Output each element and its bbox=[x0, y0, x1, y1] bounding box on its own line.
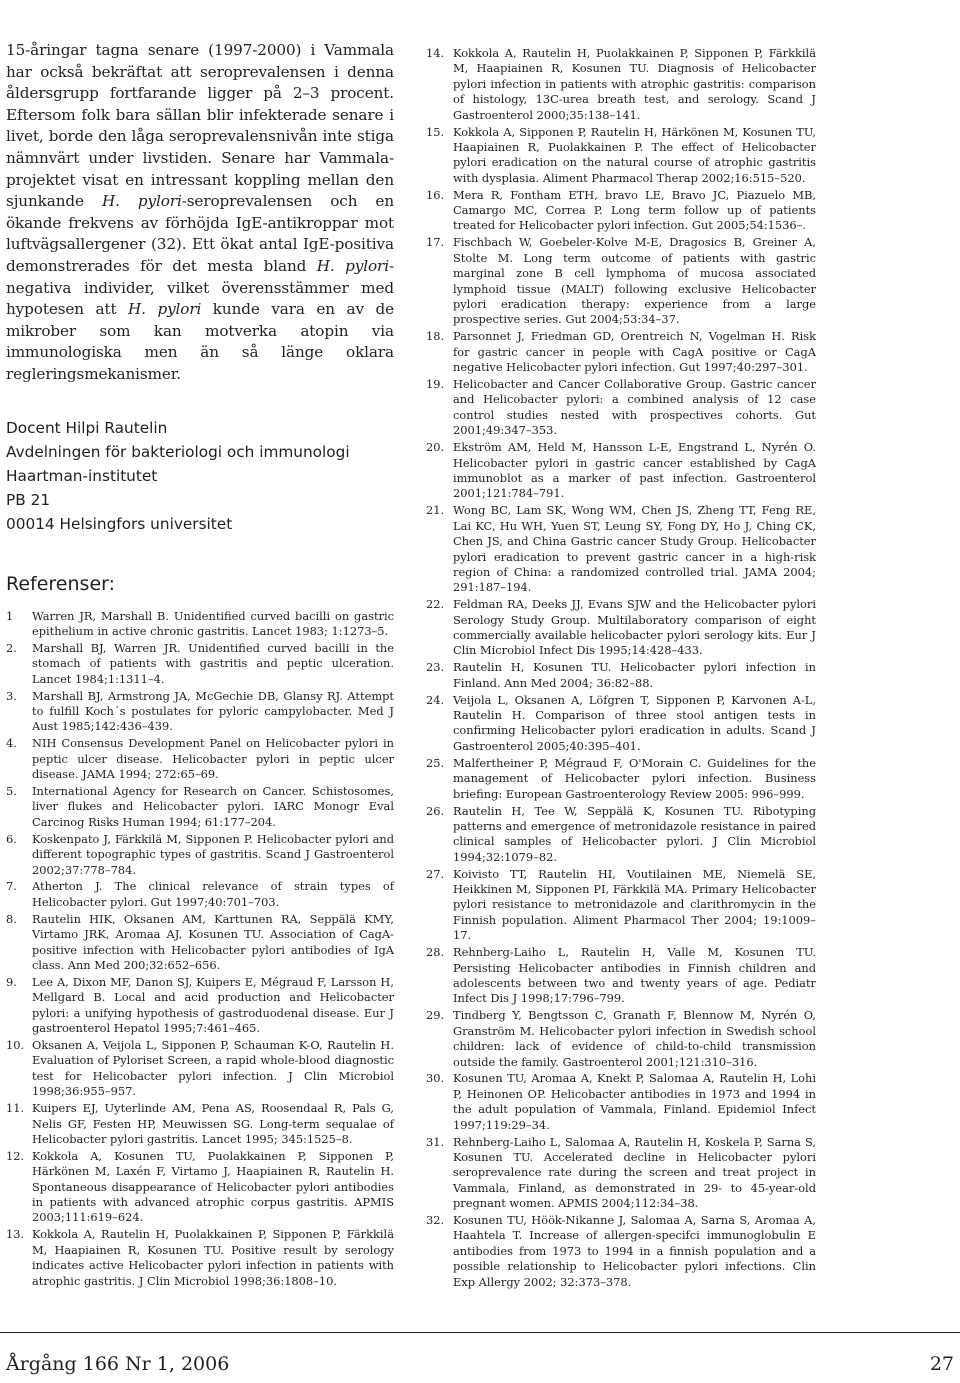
reference-number: 24. bbox=[426, 692, 445, 707]
reference-number: 30. bbox=[426, 1071, 445, 1086]
reference-number: 3. bbox=[6, 688, 17, 703]
reference-item bbox=[6, 641, 394, 687]
reference-text: Kokkola A, Rautelin H, Puolakkainen P, Sipponen P, Färkkilä M, Haapiainen R, Kosunen TU. Diagnosis of Helicobacter pylori infection in patients with atrophic gastritis: comparison of histology, 13C-urea breath test, and serology. Scand J Gastroenterol 2000;35:138–141. bbox=[453, 46, 816, 122]
reference-text: Kosunen TU, Höök-Nikanne J, Salomaa A, Sarna S, Aromaa A, Haahtela T. Increase of allergen-specifci immunoglobulin E antibodies from 1973 to 1994 in a finnish population and a possible relationship to Helicobacter pylori infections. Clin Exp Allergy 2002; 32:373–378. bbox=[453, 1213, 816, 1289]
reference-item bbox=[426, 804, 816, 866]
reference-number: 12. bbox=[6, 1148, 25, 1163]
reference-text: Veijola L, Oksanen A, Löfgren T, Sipponen P, Karvonen A-L, Rautelin H. Comparison of three stool antigen tests in confirming Helicobacter pylori eradication in adults. Scand J Gastroenterol 2005;40:395–401. bbox=[453, 692, 816, 753]
body-text-segment: kunde vara en av de mikrober som kan motverka atopin via immunologiska men än så länge oklara regleringsmekanismer. bbox=[6, 300, 394, 383]
reference-item bbox=[426, 235, 816, 327]
references-list-right bbox=[426, 46, 816, 1290]
reference-item bbox=[426, 597, 816, 659]
reference-item bbox=[6, 832, 394, 878]
body-paragraph bbox=[6, 40, 394, 386]
reference-item bbox=[426, 945, 816, 1007]
reference-text: Kokkola A, Rautelin H, Puolakkainen P, Sipponen P, Färkkilä M, Haapiainen R, Kosunen TU. Positive result by serology indicates active Helicobacter pylori infection in patients with atrophic gastritis. J Clin Microbiol 1998;36:1808–10. bbox=[32, 1227, 394, 1288]
reference-number: 8. bbox=[6, 911, 17, 926]
reference-number: 13. bbox=[6, 1227, 25, 1242]
species-name: H. pylori bbox=[101, 192, 182, 211]
reference-item bbox=[6, 879, 394, 910]
reference-item bbox=[426, 693, 816, 755]
right-column bbox=[426, 46, 816, 1292]
reference-item bbox=[426, 1135, 816, 1212]
reference-number: 9. bbox=[6, 974, 17, 989]
reference-text: Marshall BJ, Armstrong JA, McGechie DB, Glansy RJ. Attempt to fulfill Koch´s postulates for pyloric campylobacter. Med J Aust 1985;142:436–439. bbox=[32, 688, 394, 734]
reference-number: 25. bbox=[426, 755, 445, 770]
references-list-left bbox=[6, 609, 394, 1289]
reference-number: 22. bbox=[426, 597, 445, 612]
body-text-segment: -negativa individer, vilket överensstämmer med hypotesen att bbox=[6, 256, 394, 319]
reference-item bbox=[6, 1101, 394, 1147]
reference-number: 16. bbox=[426, 187, 445, 202]
reference-text: Kokkola A, Sipponen P, Rautelin H, Härkönen M, Kosunen TU, Haapiainen R, Puolakkainen P. The effect of Helicobacter pylori eradication on the natural course of atrophic gastritis with dysplasia. Aliment Pharmacol Therap 2002;16:515–520. bbox=[453, 124, 816, 185]
reference-text: Oksanen A, Veijola L, Sipponen P, Schauman K-O, Rautelin H. Evaluation of Pyloriset Screen, a rapid whole-blood diagnostic test for Helicobacter pylori infection. J Clin Microbiol 1998;36:955–957. bbox=[32, 1037, 394, 1099]
reference-item bbox=[426, 125, 816, 187]
reference-item bbox=[426, 440, 816, 502]
reference-text: Lee A, Dixon MF, Danon SJ, Kuipers E, Mégraud F, Larsson H, Mellgard B. Local and acid production and Helicobacter pylori: a unifying hypothesis of gastroduodenal disease. Eur J gastroenterol Hepatol 1995;7:461–465. bbox=[32, 974, 394, 1036]
reference-item bbox=[426, 867, 816, 944]
reference-number: 10. bbox=[6, 1037, 25, 1052]
reference-number: 20. bbox=[426, 440, 445, 455]
reference-text: Mera R, Fontham ETH, bravo LE, Bravo JC, Piazuelo MB, Camargo MC, Correa P. Long term follow up of patients treated for Helicobacter pylori infection. Gut 2005;54:1536–. bbox=[453, 187, 816, 233]
footer-rule bbox=[0, 1332, 960, 1333]
reference-item bbox=[426, 329, 816, 375]
reference-number: 17. bbox=[426, 235, 445, 250]
left-column bbox=[6, 40, 394, 1290]
reference-text: Kokkola A, Kosunen TU, Puolakkainen P, Sipponen P, Härkönen M, Laxén F, Virtamo J, Haapiainen R, Rautelin H. Spontaneous disappearance of Helicobacter pylori antibodies in patients with advanced atrophic corpus gastritis. APMIS 2003;111:619–624. bbox=[32, 1148, 394, 1225]
species-name: H. pylori bbox=[316, 256, 389, 275]
reference-item bbox=[6, 1227, 394, 1289]
reference-item bbox=[426, 660, 816, 691]
reference-item bbox=[6, 912, 394, 974]
reference-item bbox=[6, 736, 394, 782]
reference-text: Marshall BJ, Warren JR. Unidentified curved bacilli in the stomach of patients with gastritis and peptic ulceration. Lancet 1984;1:1311–4. bbox=[32, 640, 394, 686]
reference-number: 5. bbox=[6, 783, 17, 798]
reference-item bbox=[6, 1038, 394, 1100]
reference-item bbox=[426, 1213, 816, 1290]
reference-text: Koskenpato J, Färkkilä M, Sipponen P. Helicobacter pylori and different topographic types of gastritis. Scand J Gastroenterol 2002;37:778–784. bbox=[32, 831, 394, 877]
reference-text: Koivisto TT, Rautelin HI, Voutilainen ME, Niemelä SE, Heikkinen M, Sipponen PI, Färkkilä MA. Primary Helicobacter pylori resistance to metronidazole and clarithromycin in the Finnish population. Aliment Pharmacol Ther 2004; 19:1009–17. bbox=[453, 866, 816, 943]
reference-text: Warren JR, Marshall B. Unidentified curved bacilli on gastric epithelium in active chronic gastritis. Lancet 1983; 1:1273–5. bbox=[32, 608, 394, 638]
reference-number: 31. bbox=[426, 1134, 445, 1149]
reference-item bbox=[6, 975, 394, 1037]
reference-text: Rehnberg-Laiho L, Rautelin H, Valle M, Kosunen TU. Persisting Helicobacter antibodies in Finnish children and adolescents between two and twenty years of age. Pediatr Infect Dis J 1998;17:796–799. bbox=[453, 945, 816, 1006]
reference-text: Parsonnet J, Friedman GD, Orentreich N, Vogelman H. Risk for gastric cancer in people with CagA positive or CagA negative Helicobacter pylori infection. Gut 1997;40:297–301. bbox=[453, 329, 816, 375]
reference-text: Wong BC, Lam SK, Wong WM, Chen JS, Zheng TT, Feng RE, Lai KC, Hu WH, Yuen ST, Leung SY, Fong DY, Ho J, Ching CK, Chen JS, and China Gastric cancer Study Group. Helicobacter pylori eradication to prevent gastric cancer in a high-risk region of China: a randomized controlled trial. JAMA 2004; 291:187–194. bbox=[453, 503, 816, 595]
reference-number: 11. bbox=[6, 1101, 25, 1116]
reference-number: 26. bbox=[426, 803, 445, 818]
reference-text: Fischbach W, Goebeler-Kolve M-E, Dragosics B, Greiner A, Stolte M. Long term outcome of patients with gastric marginal zone B cell lymphoma of mucosa associated lymphoid tissue (MALT) following exclusive Helicobacter pylori eradication therapy: experience from a large prospective series. Gut 2004;53:34–37. bbox=[453, 235, 816, 327]
reference-text: Rehnberg-Laiho L, Salomaa A, Rautelin H, Koskela P, Sarna S, Kosunen TU. Accelerated decline in Helicobacter pylori seroprevalence rate during the screen and treat project in Vammala, Finland, as demonstrated in 29- to 45-year-old pregnant women. APMIS 2004;112:34–38. bbox=[453, 1134, 816, 1211]
reference-number: 32. bbox=[426, 1213, 445, 1228]
reference-text: International Agency for Research on Cancer. Schistosomes, liver flukes and Helicobacter pylori. IARC Monogr Eval Carcinog Risks Human 1994; 61:177–204. bbox=[32, 783, 394, 829]
references-heading: Referenser: bbox=[6, 572, 116, 595]
reference-number: 19. bbox=[426, 377, 445, 392]
reference-item bbox=[6, 689, 394, 735]
reference-item bbox=[6, 784, 394, 830]
reference-text: Helicobacter and Cancer Collaborative Group. Gastric cancer and Helicobacter pylori: a combined analysis of 12 case control studies nested with prospectives cohorts. Gut 2001;49:347–353. bbox=[453, 377, 816, 438]
author-institute: Haartman-institutet bbox=[6, 466, 158, 485]
reference-text: Malfertheiner P, Mégraud F, O'Morain C. Guidelines for the management of Helicobacter pylori infection. Business briefing: European Gastroenterology Review 2005: 996–999. bbox=[453, 755, 816, 801]
author-block bbox=[6, 416, 394, 537]
reference-number: 27. bbox=[426, 866, 445, 881]
species-name: H. pylori bbox=[128, 300, 202, 319]
reference-number: 29. bbox=[426, 1008, 445, 1023]
reference-text: Atherton J. The clinical relevance of strain types of Helicobacter pylori. Gut 1997;40:701–703. bbox=[32, 879, 394, 909]
reference-number: 15. bbox=[426, 124, 445, 139]
reference-text: Feldman RA, Deeks JJ, Evans SJW and the Helicobacter pylori Serology Study Group. Multilaboratory comparison of eight commercially available helicobacter pylori serology kits. Eur J Clin Microbiol Infect Dis 1995;14:428–433. bbox=[453, 597, 816, 658]
author-box: PB 21 bbox=[6, 491, 51, 510]
reference-text: Rautelin H, Kosunen TU. Helicobacter pylori infection in Finland. Ann Med 2004; 36:82–88. bbox=[453, 660, 816, 690]
reference-item bbox=[426, 1008, 816, 1070]
author-name: Docent Hilpi Rautelin bbox=[6, 418, 168, 437]
body-text-segment: 15-åringar tagna senare (1997-2000) i Vammala har också bekräftat att seroprevalensen i denna åldersgrupp fortfarande ligger på 2–3 procent. Eftersom folk bara sällan blir infekterade senare i livet, borde den låga seroprevalensnivån inte stiga nämnvärt under livstiden. Senare har Vammala-projektet visat en intressant koppling mellan den sjunkande bbox=[6, 41, 394, 211]
page-number: 27 bbox=[929, 1353, 954, 1375]
reference-item bbox=[426, 503, 816, 595]
body-text-segment: -seroprevalensen och en ökande frekvens av förhöjda IgE-antikroppar mot luftvägsallergener (32). Ett ökat antal IgE-positiva demonstrerades för det mesta bland bbox=[6, 192, 394, 275]
reference-text: NIH Consensus Development Panel on Helicobacter pylori in peptic ulcer disease. Helicobacter pylori in peptic ulcer disease. JAMA 1994; 272:65–69. bbox=[32, 736, 394, 782]
reference-number: 4. bbox=[6, 736, 17, 751]
reference-number: 23. bbox=[426, 660, 445, 675]
reference-number: 7. bbox=[6, 879, 17, 894]
reference-number: 6. bbox=[6, 831, 17, 846]
reference-item bbox=[426, 46, 816, 123]
reference-item bbox=[426, 188, 816, 234]
reference-number: 21. bbox=[426, 503, 445, 518]
reference-number: 2. bbox=[6, 640, 17, 655]
reference-item bbox=[6, 1149, 394, 1226]
reference-text: Rautelin HIK, Oksanen AM, Karttunen RA, Seppälä KMY, Virtamo JRK, Aromaa AJ, Kosunen TU. Association of CagA-positive infection with Helicobacter pylori antibodies of IgA class. Ann Med 200;32:652–656. bbox=[32, 911, 394, 972]
author-city: 00014 Helsingfors universitet bbox=[6, 515, 233, 534]
reference-item bbox=[426, 1071, 816, 1133]
reference-text: Kuipers EJ, Uyterlinde AM, Pena AS, Roosendaal R, Pals G, Nelis GF, Festen HP, Meuwissen SG. Long-term sequalae of Helicobacter pylori gastritis. Lancet 1995; 345:1525–8. bbox=[32, 1101, 394, 1146]
reference-text: Rautelin H, Tee W, Seppälä K, Kosunen TU. Ribotyping patterns and emergence of metronidazole resistance in paired clinical samples of Helicobacter pylori. J Clin Microbiol 1994;32:1079–82. bbox=[453, 803, 816, 864]
reference-text: Ekström AM, Held M, Hansson L-E, Engstrand L, Nyrén O. Helicobacter pylori in gastric cancer established by CagA immunoblot as a marker of past infection. Gastroenterol 2001;121:784–791. bbox=[453, 440, 816, 501]
reference-text: Tindberg Y, Bengtsson C, Granath F, Blennow M, Nyrén O, Granström M. Helicobacter pylori infection in Swedish school children: lack of evidence of child-to-child transmission outside the family. Gastroenterol 2001;121:310–316. bbox=[453, 1008, 816, 1069]
issue-info: Årgång 166 Nr 1, 2006 bbox=[6, 1353, 230, 1375]
reference-number: 1 bbox=[6, 608, 14, 623]
reference-number: 14. bbox=[426, 46, 445, 60]
reference-item bbox=[426, 756, 816, 802]
reference-number: 28. bbox=[426, 945, 445, 960]
reference-number: 18. bbox=[426, 329, 445, 344]
author-department: Avdelningen för bakteriologi och immunologi bbox=[6, 442, 350, 461]
reference-text: Kosunen TU, Aromaa A, Knekt P, Salomaa A, Rautelin H, Lohi P, Heinonen OP. Helicobacter antibodies in 1973 and 1994 in the adult population of Vammala, Finland. Epidemiol Infect 1997;119:29–34. bbox=[453, 1071, 816, 1132]
reference-item bbox=[426, 377, 816, 439]
reference-item bbox=[6, 609, 394, 640]
